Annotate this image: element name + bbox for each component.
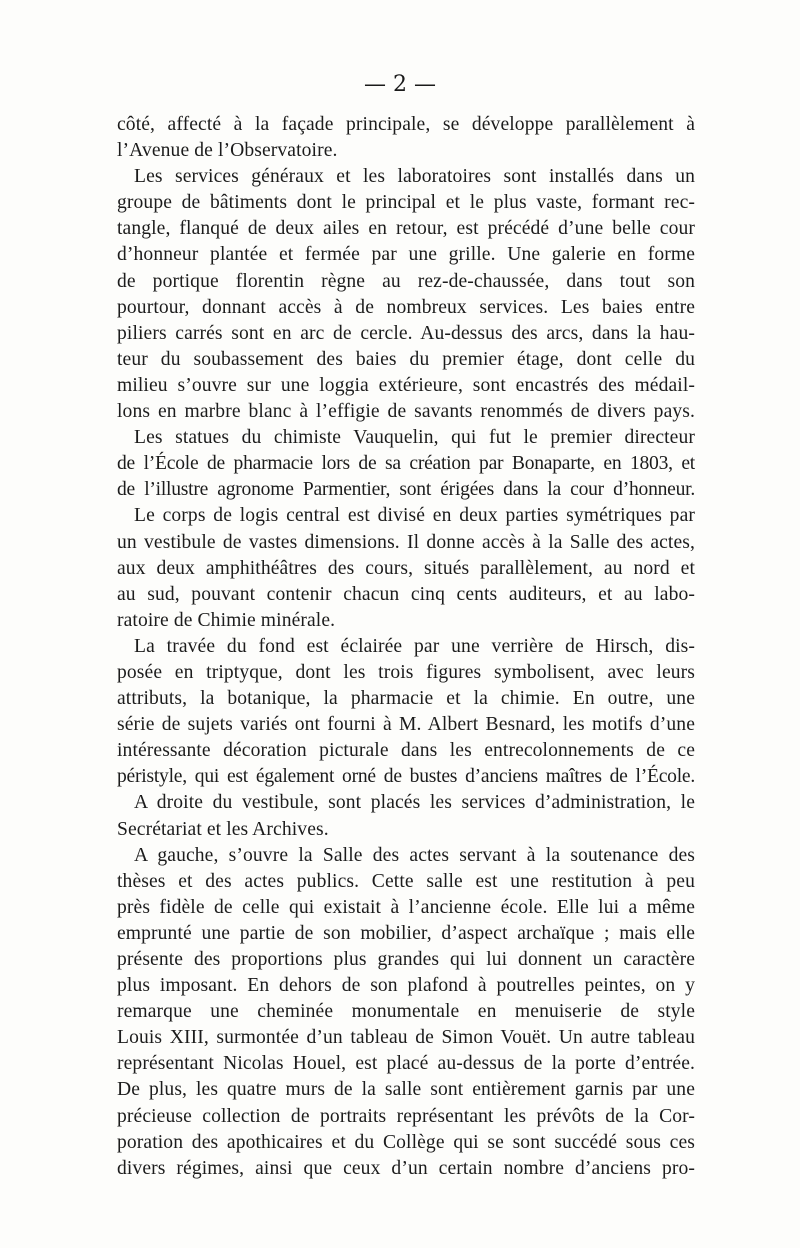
text-line: de l’École de pharmacie lors de sa création par Bonaparte, en 1803, et: [117, 453, 695, 475]
page-number: — 2 —: [364, 72, 436, 97]
text-line: poration des apothicaires et du Collège qui se sont succédé sous ces: [117, 1131, 695, 1153]
text-line: intéressante décoration picturale dans les entrecolonnements de ce: [117, 740, 695, 762]
text-line: milieu s’ouvre sur une loggia extérieure, sont encastrés des médail-: [117, 374, 695, 396]
text-line: péristyle, qui est également orné de bustes d’anciens maîtres de l’École.: [117, 766, 695, 788]
text-line: teur du soubassement des baies du premier étage, dont celle du: [117, 348, 695, 370]
text-line: De plus, les quatre murs de la salle sont entièrement garnis par une: [117, 1079, 695, 1101]
text-line: attributs, la botanique, la pharmacie et la chimie. En outre, une: [117, 688, 695, 710]
text-line: ratoire de Chimie minérale.: [117, 609, 336, 631]
text-line: représentant Nicolas Houel, est placé au-dessus de la porte d’entrée.: [117, 1053, 695, 1075]
text-line: piliers carrés sont en arc de cercle. Au-dessus des arcs, dans la hau-: [117, 322, 695, 344]
text-line: près fidèle de celle qui existait à l’ancienne école. Elle lui a même: [117, 896, 695, 918]
text-line: A gauche, s’ouvre la Salle des actes servant à la soutenance des: [134, 844, 695, 866]
text-line: remarque une cheminée monumentale en menuiserie de style: [117, 1001, 695, 1023]
text-line: divers régimes, ainsi que ceux d’un certain nombre d’anciens pro-: [117, 1157, 695, 1179]
text-line: tangle, flanqué de deux ailes en retour, est précédé d’une belle cour: [117, 218, 695, 240]
text-line: thèses et des actes publics. Cette salle est une restitution à peu: [117, 870, 695, 892]
text-line: Secrétariat et les Archives.: [117, 818, 329, 840]
text-line: Le corps de logis central est divisé en deux parties symétriques par: [134, 505, 695, 527]
text-line: pourtour, donnant accès à de nombreux services. Les baies entre: [117, 296, 695, 318]
text-line: l’Avenue de l’Observatoire.: [117, 140, 338, 162]
text-line: au sud, pouvant contenir chacun cinq cents auditeurs, et au labo-: [117, 583, 695, 605]
text-line: Louis XIII, surmontée d’un tableau de Simon Vouët. Un autre tableau: [117, 1027, 695, 1049]
text-line: aux deux amphithéâtres des cours, situés parallèlement, au nord et: [117, 557, 695, 579]
text-line: un vestibule de vastes dimensions. Il donne accès à la Salle des actes,: [117, 531, 695, 553]
text-line: emprunté une partie de son mobilier, d’aspect archaïque ; mais elle: [117, 922, 695, 944]
text-line: Les services généraux et les laboratoires sont installés dans un: [134, 166, 695, 188]
text-line: plus imposant. En dehors de son plafond à poutrelles peintes, on y: [117, 975, 695, 997]
text-line: La travée du fond est éclairée par une verrière de Hirsch, dis-: [134, 635, 695, 657]
text-line: lons en marbre blanc à l’effigie de savants renommés de divers pays.: [117, 401, 695, 423]
text-line: de portique florentin règne au rez-de-chaussée, dans tout son: [117, 270, 695, 292]
text-line: posée en triptyque, dont les trois figures symbolisent, avec leurs: [117, 661, 695, 683]
text-line: côté, affecté à la façade principale, se développe parallèlement à: [117, 114, 695, 135]
text-line: précieuse collection de portraits représentant les prévôts de la Cor-: [117, 1105, 695, 1127]
text-line: groupe de bâtiments dont le principal et le plus vaste, formant rec-: [117, 192, 695, 214]
text-line: d’honneur plantée et fermée par une grille. Une galerie en forme: [117, 244, 695, 266]
text-line: de l’illustre agronome Parmentier, sont érigées dans la cour d’honneur.: [117, 479, 695, 501]
text-line: Les statues du chimiste Vauquelin, qui fut le premier directeur: [134, 427, 695, 449]
text-line: A droite du vestibule, sont placés les services d’administration, le: [134, 792, 695, 814]
text-line: présente des proportions plus grandes qui lui donnent un caractère: [117, 949, 695, 970]
body-text: [117, 112, 695, 1182]
text-line: série de sujets variés ont fourni à M. Albert Besnard, les motifs d’une: [117, 714, 695, 736]
